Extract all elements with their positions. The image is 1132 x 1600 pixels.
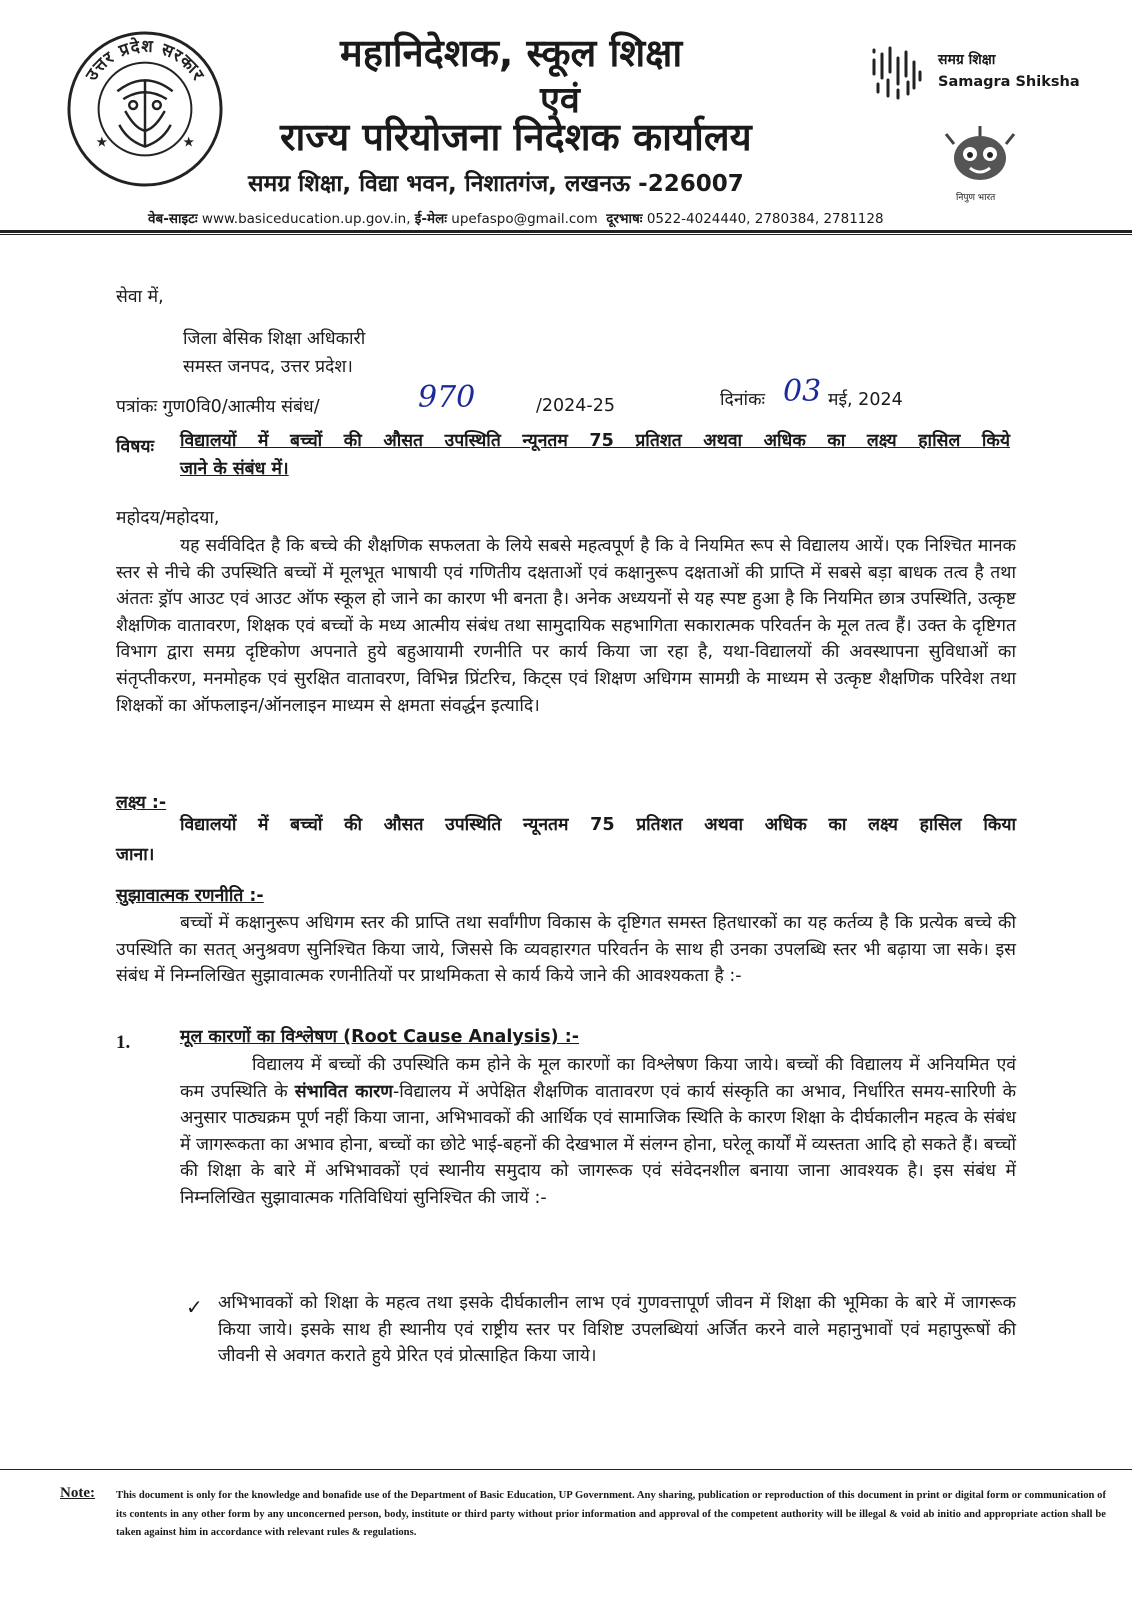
email-address: upefaspo@gmail.com bbox=[451, 211, 598, 227]
date-rest: मई, 2024 bbox=[828, 390, 903, 410]
section1-number: 1. bbox=[116, 1032, 131, 1053]
nipun-bharat-logo-icon bbox=[940, 124, 1020, 190]
office-title-line1: महानिदेशक, स्कूल शिक्षा bbox=[340, 31, 683, 75]
greeting: महोदय/महोदया, bbox=[116, 508, 220, 528]
contact-line bbox=[148, 209, 884, 227]
section1-heading: मूल कारणों का विश्लेषण (Root Cause Analysis) :- bbox=[180, 1027, 579, 1047]
subject-line1: विद्यालयों में बच्चों की औसत उपस्थिति न्यूनतम 75 प्रतिशत अथवा अधिक का लक्ष्य हासिल किये bbox=[180, 431, 1010, 451]
samagra-shiksha-english: Samagra Shiksha bbox=[938, 74, 1080, 90]
letter-year: /2024-25 bbox=[536, 396, 616, 416]
salutation-to: सेवा में, bbox=[116, 287, 164, 307]
website-label: वेब-साइटः bbox=[148, 211, 198, 227]
goal-label: लक्ष्य :- bbox=[116, 793, 167, 813]
note-text: This document is only for the knowledge and bonafide use of the Department of Basic Education, UP Government. Any sharing, publication or reproduction of this document in print or digital form or communication of its contents in any other form by any unconcerned person, body, institute or third party without prior information and approval of the competent authority will be illegal & void ab initio and appropriate action shall be taken against him in accordance with relevant rules & regulations. bbox=[116, 1490, 1106, 1539]
intro-paragraph: यह सर्वविदित है कि बच्चे की शैक्षणिक सफलता के लिये सबसे महत्वपूर्ण है कि वे नियमित रूप से विद्यालय आयें। एक निश्चित मानक स्तर से नीचे की उपस्थिति बच्चों में मूलभूत भाषायी एवं गणितीय दक्षताओं एवं कक्षानुरूप दक्षताओं की प्राप्ति में सबसे बड़ा बाधक तत्व है तथा अंततः ड्रॉप आउट एवं आउट ऑफ स्कूल हो जाने का कारण भी बनता है। अनेक अध्ययनों से यह स्पष्ट हुआ है कि नियमित छात्र उपस्थिति, उत्कृष्ट शैक्षणिक वातावरण, शिक्षक एवं बच्चों के मध्य आत्मीय संबंध तथा सामुदायिक सहभागिता सकारात्मक परिवर्तन के मूल तत्व हैं। उक्त के दृष्टिगत विभाग द्वारा समग्र दृष्टिकोण अपनाते हुये बहुआयामी रणनीति पर कार्य किया जा रहा है, यथा-विद्यालयों की अवस्थापना सुविधाओं का संतृप्तीकरण, मनमोहक एवं सुरक्षित वातावरण, विभिन्न प्रिंटरिच, किट्स एवं शिक्षण अधिगम सामग्री के माध्यम से उत्कृष्ट शैक्षणिक परिवेश तथा शिक्षकों का ऑफलाइन/ऑनलाइन माध्यम से क्षमता संवर्द्धन इत्यादि। bbox=[116, 536, 1016, 716]
date-label: दिनांकः bbox=[720, 390, 766, 410]
subject-line2: जाने के संबंध में। bbox=[180, 459, 289, 479]
office-title-line3: राज्य परियोजना निदेशक कार्यालय bbox=[280, 115, 752, 159]
office-address: समग्र शिक्षा, विद्या भवन, निशातगंज, लखनऊ -226007 bbox=[248, 171, 744, 197]
email-label: ई-मेलः bbox=[414, 211, 447, 227]
section1-probable-causes: संभावित कारण bbox=[294, 1081, 393, 1102]
patrank-label: पत्रांकः गुण0वि0/आत्मीय संबंध/ bbox=[116, 397, 320, 417]
samagra-shiksha-hindi: समग्र शिक्षा bbox=[938, 52, 996, 68]
section1-paragraph-part2: -विद्यालय में अपेक्षित शैक्षणिक वातावरण एवं कार्य संस्कृति का अभाव, निर्धारित समय-सारिणी के अनुसार पाठ्यक्रम पूर्ण नहीं किया जाना, अभिभावकों की आर्थिक एवं सामाजिक स्थिति के कारण शिक्षा के दीर्घकालीन महत्व के संबंध में जागरूकता का अभाव होना, बच्चों का छोटे भाई-बहनों की देखभाल में संलग्न होना, घरेलू कार्यों में व्यस्तता आदि हो सकते हैं। बच्चों की शिक्षा के बारे में अभिभावकों एवं स्थानीय समुदाय को जागरूक एवं संवेदनशील बनाया जाना आवश्यक है। इस संबंध में निम्नलिखित सुझावात्मक गतिविधियां सुनिश्चित की जायें :- bbox=[180, 1081, 1017, 1208]
website-link: www.basiceducation.up.gov.in, bbox=[201, 211, 411, 227]
header-rule-thin bbox=[0, 234, 1132, 235]
goal-line1: विद्यालयों में बच्चों की औसत उपस्थिति न्यूनतम 75 प्रतिशत अथवा अधिक का लक्ष्य हासिल किया bbox=[180, 815, 1016, 835]
addressee-line2: समस्त जनपद, उत्तर प्रदेश। bbox=[183, 357, 353, 377]
office-title-line2: एवं bbox=[540, 80, 580, 121]
footer-rule bbox=[0, 1469, 1132, 1470]
section1-paragraph bbox=[180, 1052, 1016, 1212]
strategy-paragraph: बच्चों में कक्षानुरूप अधिगम स्तर की प्राप्ति तथा सर्वांगीण विकास के दृष्टिगत समस्त हितधारकों का यह कर्तव्य है कि प्रत्येक बच्चे की उपस्थिति का सतत् अनुश्रवण सुनिश्चित किया जाये, जिससे कि व्यवहारगत परिवर्तन के साथ ही उनका उपलब्धि स्तर भी बढ़ाया जा सके। इस संबंध में निम्नलिखित सुझावात्मक रणनीतियों पर प्राथमिकता से कार्य किये जाने की आवश्यकता है :- bbox=[116, 913, 1016, 987]
strategy-label: सुझावात्मक रणनीति :- bbox=[116, 886, 264, 906]
goal-line2: जाना। bbox=[116, 845, 155, 865]
note-label: Note: bbox=[60, 1485, 95, 1501]
bullet-item-1: अभिभावकों को शिक्षा के महत्व तथा इसके दीर्घकालीन लाभ एवं गुणवत्तापूर्ण जीवन में शिक्षा की भूमिका के बारे में जागरूक किया जाये। इसके साथ ही स्थानीय एवं राष्ट्रीय स्तर पर विशिष्ट उपलब्धियां अर्जित करने वाले महानुभावों एवं महापुरूषों की जीवनी से अवगत कराते हुये प्रेरित एवं प्रोत्साहित किया जाये। bbox=[218, 1293, 1016, 1367]
up-government-emblem bbox=[66, 30, 224, 188]
phone-label: दूरभाषः bbox=[606, 211, 643, 227]
svg-text:उत्तर प्रदेश सरकार: उत्तर प्रदेश सरकार bbox=[80, 35, 210, 85]
phone-numbers: 0522-4024440, 2780384, 2781128 bbox=[646, 211, 884, 227]
subject-label: विषयः bbox=[116, 437, 155, 457]
letter-number: 970 bbox=[418, 380, 476, 415]
addressee-line1: जिला बेसिक शिक्षा अधिकारी bbox=[183, 329, 366, 349]
svg-text:★: ★ bbox=[95, 134, 109, 151]
samagra-shiksha-logo-icon bbox=[868, 44, 928, 102]
section1-paragraph-part1: विद्यालय में बच्चों की उपस्थिति कम होने के मूल कारणों का विश्लेषण किया जाये। बच्चों की विद्यालय में अनियमित एवं कम उपस्थिति के bbox=[180, 1055, 1016, 1102]
nipun-bharat-text: निपुण भारत bbox=[956, 193, 996, 203]
svg-text:★: ★ bbox=[182, 134, 195, 151]
date-day: 03 bbox=[783, 374, 822, 409]
checkmark-icon: ✓ bbox=[186, 1295, 203, 1319]
header-rule bbox=[0, 230, 1132, 233]
